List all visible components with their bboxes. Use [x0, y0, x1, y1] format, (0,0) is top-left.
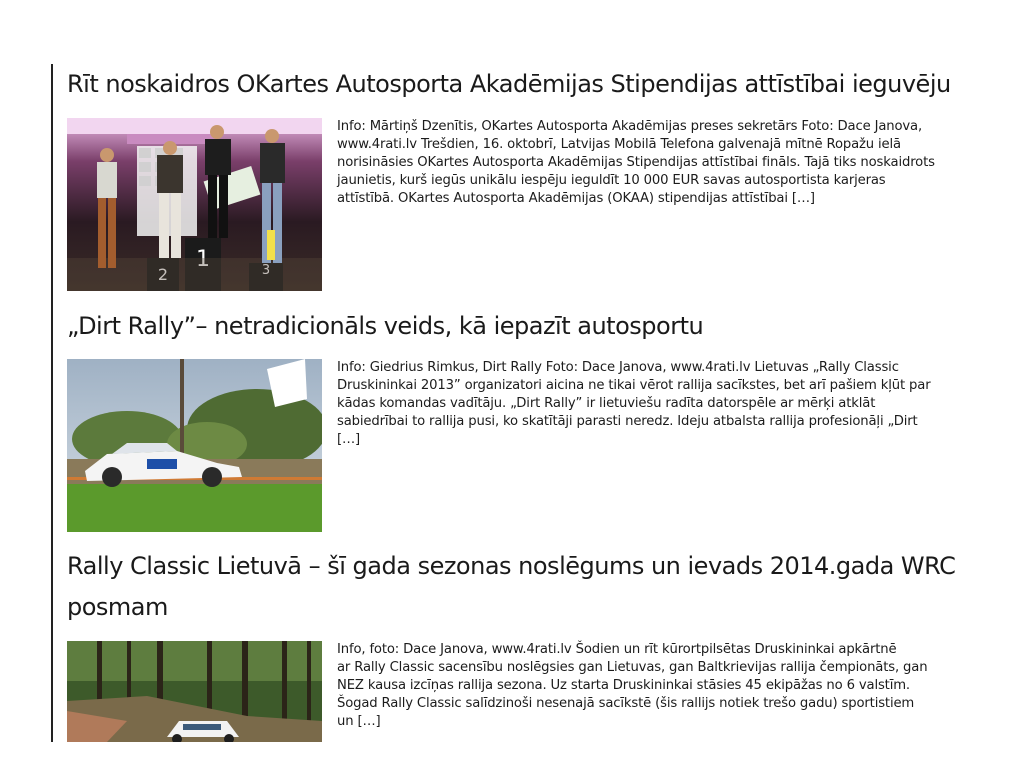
podium-photo	[67, 118, 322, 291]
post-thumbnail-2[interactable]	[67, 359, 322, 532]
excerpt-line[interactable]: un […]	[337, 714, 381, 729]
excerpt-line: Šogad Rally Classic salīdzinoši nesenajā sacīkstē (šis rallijs notiek trešo gadu) sportistiem	[337, 696, 915, 711]
excerpt-line: Info: Giedrius Rimkus, Dirt Rally Foto: Dace Janova, www.4rati.lv Lietuvas „Rally Classic	[337, 360, 899, 375]
post-thumbnail-1[interactable]	[67, 118, 322, 291]
excerpt-line: www.4rati.lv Trešdien, 16. oktobrī, Latvijas Mobilā Telefona galvenajā mītnē Ropažu ielā	[337, 137, 901, 152]
excerpt-line: jaunietis, kurš iegūs unikālu iespēju ieguldīt 10 000 EUR savas autosportista karjeras	[337, 173, 886, 188]
forest-rally-photo	[67, 641, 322, 742]
excerpt-line: Info, foto: Dace Janova, www.4rati.lv Šodien un rīt kūrortpilsētas Druskininkai apkārtnē	[337, 642, 897, 657]
podium-number-1: 1	[196, 247, 210, 272]
post-title-1[interactable]: Rīt noskaidros OKartes Autosporta Akadēmijas Stipendijas attīstībai ieguvēju	[67, 70, 951, 98]
post-title-3-line-1[interactable]: Rally Classic Lietuvā – šī gada sezonas noslēgums un ievads 2014.gada WRC	[67, 552, 956, 580]
excerpt-line[interactable]: attīstībā. OKartes Autosporta Akadēmijas (OKAA) stipendijas attīstībai […]	[337, 191, 815, 206]
excerpt-line: norisināsies OKartes Autosporta Akadēmijas Stipendijas attīstībai fināls. Tajā tiks noskaidrots	[337, 155, 935, 170]
post-thumbnail-3[interactable]	[67, 641, 322, 742]
excerpt-line: NEZ kausa izcīņas rallija sezona. Uz starta Druskininkai stāsies 45 ekipāžas no 6 valstīm.	[337, 678, 910, 693]
excerpt-line: Druskininkai 2013” organizatori aicina ne tikai vērot rallija sacīkstes, bet arī pašiem kļūt par	[337, 378, 931, 393]
left-border-rule	[51, 64, 53, 742]
post-title-2[interactable]: „Dirt Rally”– netradicionāls veids, kā iepazīt autosportu	[67, 312, 704, 340]
post-title-3-line-2[interactable]: posmam	[67, 593, 168, 621]
podium-number-2: 2	[157, 265, 169, 284]
rally-car-photo	[67, 359, 322, 532]
excerpt-line[interactable]: […]	[337, 432, 361, 447]
post-excerpt-1	[337, 118, 977, 208]
post-excerpt-2	[337, 359, 977, 449]
podium-number-3: 3	[261, 263, 271, 278]
excerpt-line: ar Rally Classic sacensību noslēgsies gan Lietuvas, gan Baltkrievijas rallija čempionāts, gan	[337, 660, 928, 675]
excerpt-line: kādas komandas vadītāju. „Dirt Rally” ir lietuviešu radīta datorspēle ar mērķi atklāt	[337, 396, 876, 411]
excerpt-line: Info: Mārtiņš Dzenītis, OKartes Autosporta Akadēmijas preses sekretārs Foto: Dace Janova,	[337, 119, 923, 134]
post-excerpt-3	[337, 641, 977, 731]
excerpt-line: sabiedrībai to rallija pusi, ko skatītāji parasti neredz. Ideju atbalsta rallija profesionāļi „Dirt	[337, 414, 918, 429]
